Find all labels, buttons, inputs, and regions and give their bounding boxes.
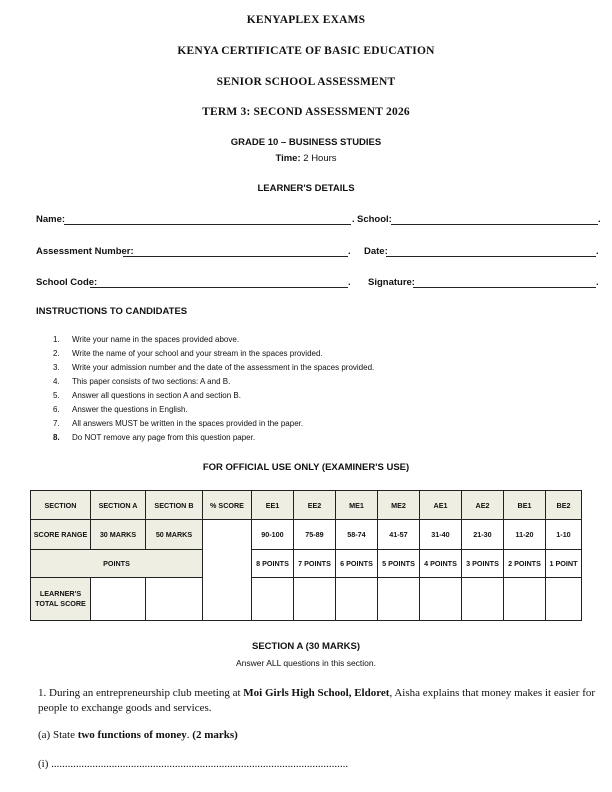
- certificate-title: KENYA CERTIFICATE OF BASIC EDUCATION: [177, 45, 435, 57]
- answer-line-i[interactable]: (i) ............................................................................................................: [38, 758, 349, 770]
- school-code-field[interactable]: [90, 287, 348, 288]
- instruction-text: Answer all questions in section A and section B.: [72, 391, 241, 400]
- table-row-total: [31, 578, 582, 621]
- total-grade-cell[interactable]: [546, 578, 582, 621]
- header-cell: AE1: [420, 491, 462, 520]
- official-use-heading: FOR OFFICIAL USE ONLY (EXAMINER'S USE): [202, 462, 410, 473]
- header-cell: SECTION B: [146, 491, 203, 520]
- total-section-b-cell[interactable]: [146, 578, 203, 621]
- instruction-text: This paper consists of two sections: A and B.: [72, 377, 231, 386]
- header-cell: EE1: [252, 491, 294, 520]
- points-cell: 2 POINTS: [504, 550, 546, 578]
- instruction-number: 2.: [53, 349, 60, 358]
- term-title: TERM 3: SECOND ASSESSMENT 2026: [202, 106, 410, 118]
- points-cell: 8 POINTS: [252, 550, 294, 578]
- total-grade-cell[interactable]: [420, 578, 462, 621]
- question-1-school: Moi Girls High School, Eldoret: [243, 687, 390, 699]
- percent-score-cell[interactable]: [203, 520, 252, 621]
- assessment-number-label: Assessment Number:: [36, 246, 134, 257]
- school-dot: .: [598, 214, 601, 225]
- instruction-item: [53, 333, 374, 347]
- code-dot: .: [348, 277, 351, 288]
- instruction-item: [53, 403, 374, 417]
- total-grade-cell[interactable]: [336, 578, 378, 621]
- instruction-text: Write your name in the spaces provided above.: [72, 335, 240, 344]
- instruction-item: [53, 417, 374, 431]
- date-label: Date:: [364, 246, 388, 257]
- score-range-cell: 21-30: [462, 520, 504, 550]
- question-1-text: [38, 686, 598, 716]
- total-grade-cell[interactable]: [378, 578, 420, 621]
- total-score-label: LEARNER'S TOTAL SCORE: [31, 578, 91, 621]
- instruction-text: Answer the questions in English.: [72, 405, 188, 414]
- score-range-cell: 31-40: [420, 520, 462, 550]
- instruction-number: 5.: [53, 391, 60, 400]
- question-1a-dot: .: [186, 729, 193, 741]
- official-score-table: [30, 490, 582, 621]
- question-1-prefix: 1. During an entrepreneurship club meeting at: [38, 687, 244, 699]
- assessment-date-row: [36, 246, 602, 260]
- score-range-cell: 58-74: [336, 520, 378, 550]
- instruction-item: [53, 431, 374, 445]
- points-cell: 3 POINTS: [462, 550, 504, 578]
- signature-field[interactable]: [413, 287, 596, 288]
- total-grade-cell[interactable]: [504, 578, 546, 621]
- instruction-item: [53, 375, 374, 389]
- name-school-row: [36, 214, 602, 228]
- instruction-text: Do NOT remove any page from this question paper.: [72, 433, 256, 442]
- instruction-item: [53, 389, 374, 403]
- question-1a-marks: (2 marks): [192, 729, 238, 741]
- instruction-number: 6.: [53, 405, 60, 414]
- question-1-suffix: , Aisha explains that money makes it easier for people to exchange goods and services.: [38, 687, 596, 714]
- learner-details-heading: LEARNER'S DETAILS: [257, 183, 355, 194]
- table-row-section: [31, 491, 582, 520]
- score-range-cell: 1-10: [546, 520, 582, 550]
- points-cell: 6 POINTS: [336, 550, 378, 578]
- instruction-number: 8.: [53, 433, 60, 442]
- header-cell: SECTION A: [91, 491, 146, 520]
- header-cell: % SCORE: [203, 491, 252, 520]
- points-label: POINTS: [31, 550, 203, 578]
- score-range-cell: 41-57: [378, 520, 420, 550]
- section-a-heading: SECTION A (30 MARKS): [251, 641, 361, 652]
- time-label: Time:: [275, 153, 301, 164]
- score-range-cell: 11-20: [504, 520, 546, 550]
- question-1a: [38, 729, 238, 741]
- school-field[interactable]: [391, 224, 598, 225]
- instruction-number: 3.: [53, 363, 60, 372]
- date-dot: .: [596, 246, 599, 257]
- instruction-item: [53, 361, 374, 375]
- points-cell: 1 POINT: [546, 550, 582, 578]
- question-1a-prefix: (a) State: [38, 729, 78, 741]
- table-row-score-range: [31, 520, 582, 550]
- score-range-cell: 90-100: [252, 520, 294, 550]
- score-range-cell: 75-89: [294, 520, 336, 550]
- section-b-marks: 50 MARKS: [146, 520, 203, 550]
- total-grade-cell[interactable]: [462, 578, 504, 621]
- header-cell: BE1: [504, 491, 546, 520]
- assessment-dot: .: [348, 246, 351, 257]
- time-value: 2 Hours: [303, 153, 337, 164]
- section-a-instruction: Answer ALL questions in this section.: [235, 658, 376, 668]
- points-cell: 4 POINTS: [420, 550, 462, 578]
- signature-label: Signature:: [368, 277, 415, 288]
- instruction-text: All answers MUST be written in the spaces provided in the paper.: [72, 419, 304, 428]
- header-cell: BE2: [546, 491, 582, 520]
- instructions-heading: INSTRUCTIONS TO CANDIDATES: [36, 306, 188, 317]
- paper-title: GRADE 10 – BUSINESS STUDIES: [230, 137, 382, 148]
- header-cell: ME2: [378, 491, 420, 520]
- total-grade-cell[interactable]: [294, 578, 336, 621]
- exam-body-title: KENYAPLEX EXAMS: [246, 14, 366, 26]
- school-code-label: School Code:: [36, 277, 98, 288]
- instruction-number: 1.: [53, 335, 60, 344]
- header-cell: AE2: [462, 491, 504, 520]
- code-signature-row: [36, 277, 602, 291]
- name-dot: .: [352, 214, 355, 225]
- name-label: Name:: [36, 214, 66, 225]
- instruction-text: Write the name of your school and your stream in the spaces provided.: [72, 349, 323, 358]
- school-label: School:: [357, 214, 392, 225]
- points-cell: 5 POINTS: [378, 550, 420, 578]
- instruction-number: 4.: [53, 377, 60, 386]
- instruction-text: Write your admission number and the date of the assessment in the spaces provided.: [72, 363, 375, 372]
- total-section-a-cell[interactable]: [91, 578, 146, 621]
- header-cell: SECTION: [31, 491, 91, 520]
- header-cell: EE2: [294, 491, 336, 520]
- header-cell: ME1: [336, 491, 378, 520]
- points-cell: 7 POINTS: [294, 550, 336, 578]
- total-grade-cell[interactable]: [252, 578, 294, 621]
- name-field[interactable]: [64, 224, 351, 225]
- assessment-number-field[interactable]: [123, 256, 348, 257]
- signature-dot: .: [596, 277, 599, 288]
- assessment-title: SENIOR SCHOOL ASSESSMENT: [216, 76, 396, 88]
- instruction-item: [53, 347, 374, 361]
- score-range-label: SCORE RANGE: [31, 520, 91, 550]
- section-a-marks: 30 MARKS: [91, 520, 146, 550]
- date-field[interactable]: [386, 256, 596, 257]
- instruction-number: 7.: [53, 419, 60, 428]
- instructions-list: [53, 333, 374, 445]
- table-row-points: [31, 550, 582, 578]
- question-1a-bold: two functions of money: [77, 729, 187, 741]
- time-line: [0, 153, 612, 164]
